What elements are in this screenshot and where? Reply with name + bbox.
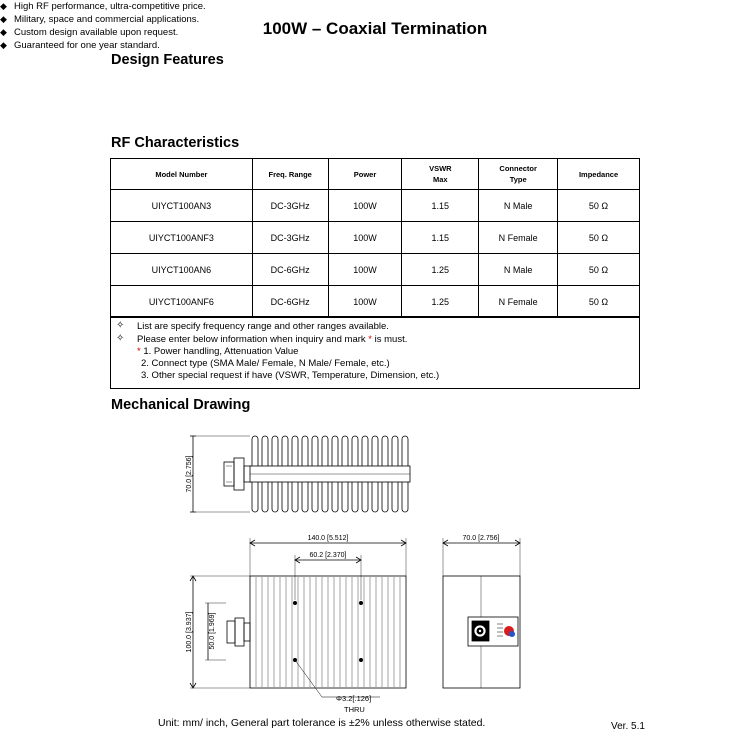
cell-connector: N Male — [479, 254, 558, 286]
cell-model: UIYCT100AN6 — [111, 254, 253, 286]
cell-power: 100W — [328, 190, 402, 222]
list-item: ◆ High RF performance, ultra-competitive price. — [0, 1, 206, 12]
note-line-2: Please enter below information when inquiry and mark * is must. — [137, 334, 408, 345]
dim-length: 140.0 [5.512] — [307, 535, 349, 542]
cell-vswr: 1.25 — [402, 286, 479, 318]
bullet-icon: ◆ — [0, 14, 7, 24]
cell-impedance: 50 Ω — [558, 190, 640, 222]
note-item-3: 3. Other special request if have (VSWR, Temperature, Dimension, etc.) — [141, 370, 440, 381]
rf-characteristics-heading: RF Characteristics — [111, 135, 240, 151]
list-item: ◆ Guaranteed for one year standard. — [0, 40, 160, 51]
cell-power: 100W — [328, 254, 402, 286]
col-header-vswr: VSWR Max — [402, 159, 479, 190]
cell-vswr: 1.25 — [402, 254, 479, 286]
bullet-icon: ◆ — [0, 27, 7, 37]
dim-end-width: 70.0 [2.756] — [462, 535, 500, 542]
col-header-power: Power — [328, 159, 402, 190]
cell-vswr: 1.15 — [402, 190, 479, 222]
cell-connector: N Female — [479, 222, 558, 254]
note-line-1: List are specify frequency range and other ranges available. — [137, 321, 389, 332]
required-star: * — [368, 334, 372, 345]
cell-impedance: 50 Ω — [558, 222, 640, 254]
cell-power: 100W — [328, 286, 402, 318]
list-item: ◆ Military, space and commercial applications. — [0, 14, 200, 25]
cell-freq: DC-3GHz — [252, 190, 328, 222]
note-item-2: 2. Connect type (SMA Male/ Female, N Male/ Female, etc.) — [141, 358, 390, 369]
cell-connector: N Male — [479, 190, 558, 222]
cell-vswr: 1.15 — [402, 222, 479, 254]
cell-freq: DC-3GHz — [252, 222, 328, 254]
cell-model: UIYCT100ANF6 — [111, 286, 253, 318]
cell-freq: DC-6GHz — [252, 254, 328, 286]
cell-impedance: 50 Ω — [558, 254, 640, 286]
dim-hole-spacing: 60.2 [2.370] — [309, 552, 347, 559]
hole-thru-label: THRU — [344, 705, 365, 714]
cell-impedance: 50 Ω — [558, 286, 640, 318]
dim-top-height: 70.0 [2.756] — [186, 455, 193, 493]
col-header-model: Model Number — [111, 159, 253, 190]
required-star: * — [137, 346, 141, 357]
cell-model: UIYCT100ANF3 — [111, 222, 253, 254]
version-label: Ver. 5.1 — [611, 721, 645, 732]
design-features-heading: Design Features — [111, 52, 224, 68]
mechanical-drawing-heading: Mechanical Drawing — [111, 397, 251, 413]
list-item: ◆ Custom design available upon request. — [0, 27, 179, 38]
diamond-outline-icon: ✧ — [116, 320, 125, 331]
hole-diameter-label: Φ3.2[.126] — [336, 694, 372, 703]
footer-units: Unit: mm/ inch, General part tolerance is ±2% unless otherwise stated. — [158, 717, 486, 729]
cell-freq: DC-6GHz — [252, 286, 328, 318]
dim-flange: 50.0 [1.969] — [209, 612, 216, 650]
cell-model: UIYCT100AN3 — [111, 190, 253, 222]
side-view — [190, 538, 406, 697]
top-view — [190, 436, 410, 512]
bullet-icon: ◆ — [0, 40, 7, 50]
dim-body-height: 100.0 [3.937] — [186, 611, 193, 653]
note-item-1: * 1. Power handling, Attenuation Value — [137, 346, 299, 357]
page-title: 100W – Coaxial Termination — [262, 19, 488, 38]
end-view — [443, 538, 520, 688]
bullet-icon: ◆ — [0, 1, 7, 11]
diamond-outline-icon: ✧ — [116, 333, 125, 344]
col-header-freq: Freq. Range — [252, 159, 328, 190]
cell-connector: N Female — [479, 286, 558, 318]
cell-power: 100W — [328, 222, 402, 254]
col-header-impedance: Impedance — [558, 159, 640, 190]
col-header-connector: Connector Type — [479, 159, 558, 190]
